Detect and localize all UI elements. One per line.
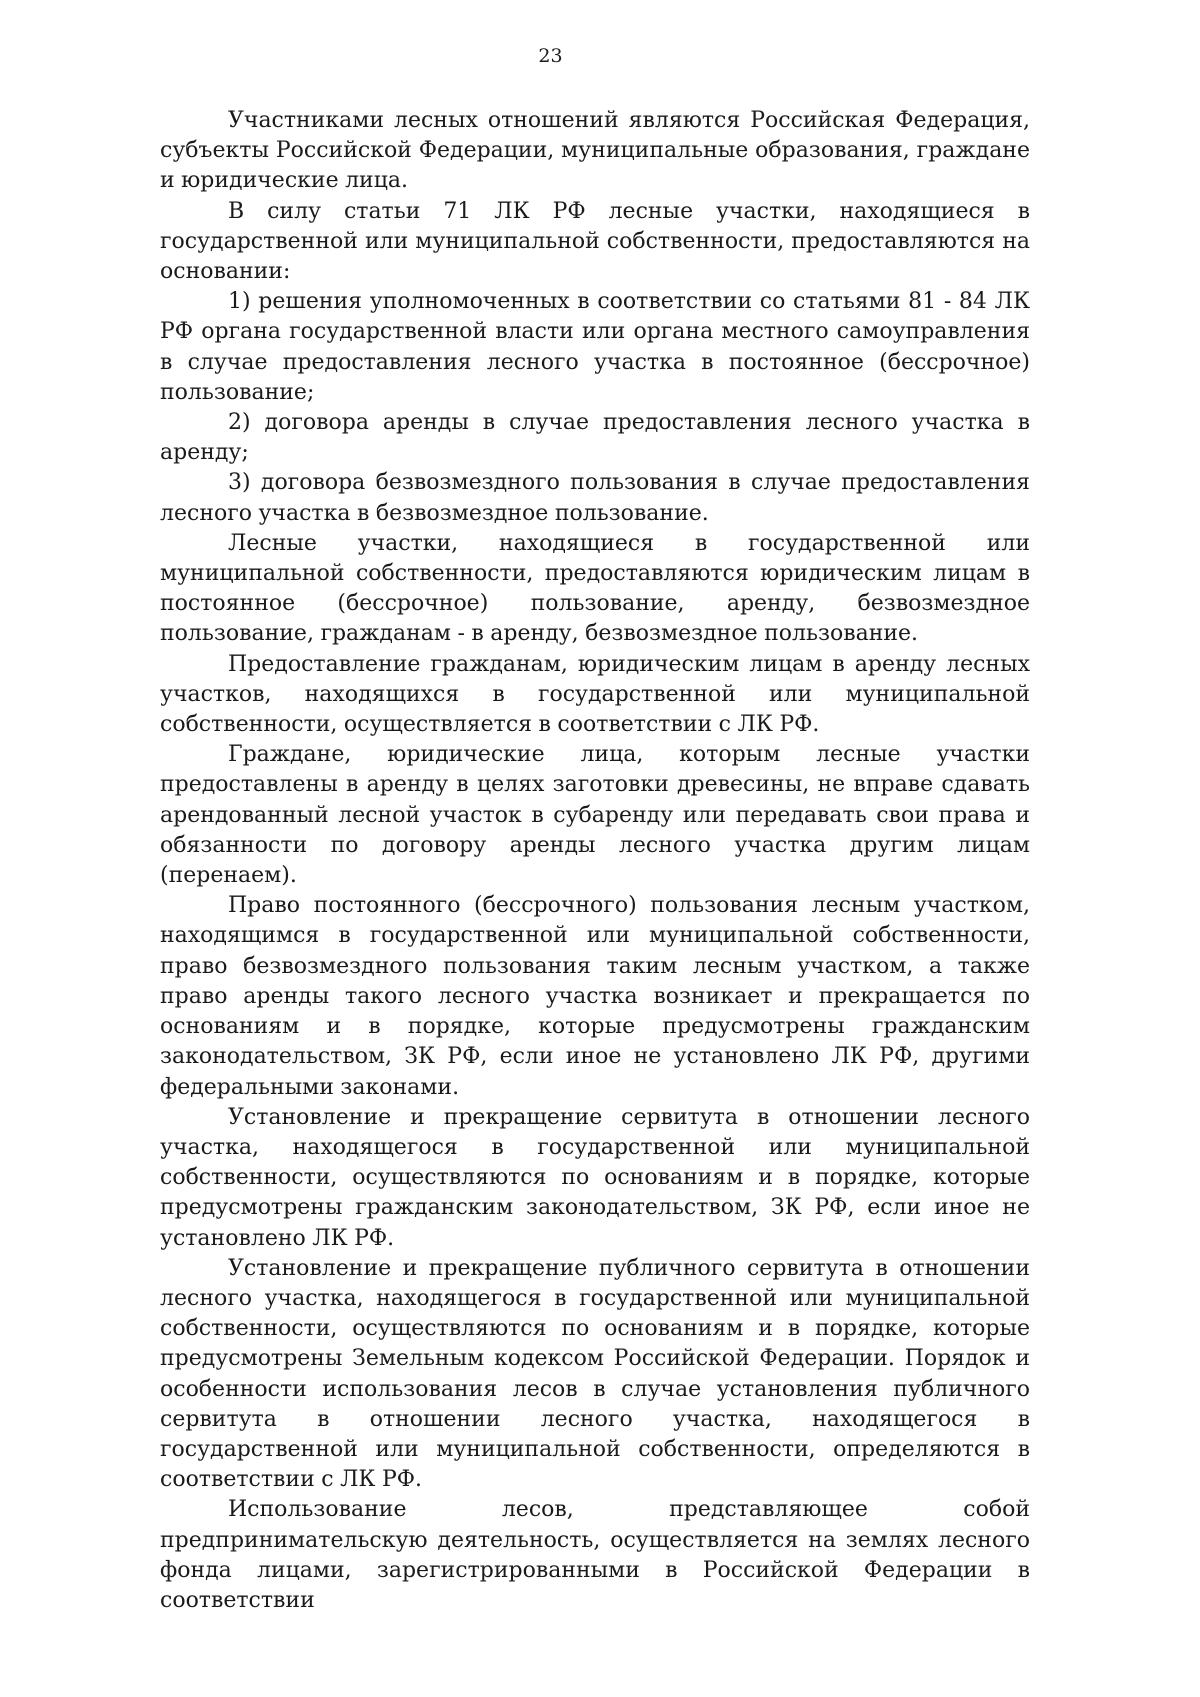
- list-item-1: 1) решения уполномоченных в соответствии со статьями 81 - 84 ЛК РФ органа государственной власти или органа местного самоуправления в случае предоставления лесного участка в постоянное (бессрочное) пользование;: [160, 289, 1030, 405]
- paragraph-public-servitude: Установление и прекращение публичного сервитута в отношении лесного участка, находящегося в государственной или муниципальной собственности, осуществляются по основаниям и в порядке, которые предусмотрены Земельным кодексом Российской Федерации. Порядок и особенности использования лесов в случае установления публичного сервитута в отношении лесного участка, находящегося в государственной или муниципальной собственности, определяются в соответствии с ЛК РФ.: [160, 1255, 1030, 1493]
- paragraph-use-rights: Право постоянного (бессрочного) пользования лесным участком, находящимся в государственной или муниципальной собственности, право безвозмездного пользования таким лесным участком, а также право аренды такого лесного участка возникает и прекращается по основаниям и в порядке, которые предусмотрены гражданским законодательством, ЗК РФ, если иное не установлено ЛК РФ, другими федеральными законами.: [160, 893, 1030, 1100]
- document-body: [160, 106, 1030, 1616]
- paragraph-timber-lease: Граждане, юридические лица, которым лесные участки предоставлены в аренду в целях заготовки древесины, не вправе сдавать арендованный лесной участок в субаренду или передавать свои права и обязанности по договору аренды лесного участка другим лицам (перенаем).: [160, 742, 1030, 889]
- paragraph-servitude: Установление и прекращение сервитута в отношении лесного участка, находящегося в государственной или муниципальной собственности, осуществляются по основаниям и в порядке, которые предусмотрены гражданским законодательством, ЗК РФ, если иное не установлено ЛК РФ.: [160, 1104, 1030, 1251]
- list-item-3: 3) договора безвозмездного пользования в случае предоставления лесного участка в безвозмездное пользование.: [160, 470, 1030, 526]
- paragraph-business-use: Использование лесов, представляющее собой предпринимательскую деятельность, осуществляется на землях лесного фонда лицами, зарегистрированными в Российской Федерации в соответствии: [160, 1497, 1030, 1613]
- paragraph-article-71: В силу статьи 71 ЛК РФ лесные участки, находящиеся в государственной или муниципальной собственности, предоставляются на основании:: [160, 198, 1030, 285]
- paragraph-forest-plots: Лесные участки, находящиеся в государственной или муниципальной собственности, предоставляются юридическим лицам в постоянное (бессрочное) пользование, аренду, безвозмездное пользование, гражданам - в аренду, безвозмездное пользование.: [160, 530, 1030, 647]
- list-item-2: 2) договора аренды в случае предоставления лесного участка в аренду;: [160, 410, 1030, 466]
- paragraph-provision: Предоставление гражданам, юридическим лицам в аренду лесных участков, находящихся в государственной или муниципальной собственности, осуществляется в соответствии с ЛК РФ.: [160, 651, 1030, 738]
- page-number: 23: [538, 45, 563, 67]
- paragraph-participants: Участниками лесных отношений являются Российская Федерация, субъекты Российской Федерации, муниципальные образования, граждане и юридические лица.: [160, 108, 1030, 194]
